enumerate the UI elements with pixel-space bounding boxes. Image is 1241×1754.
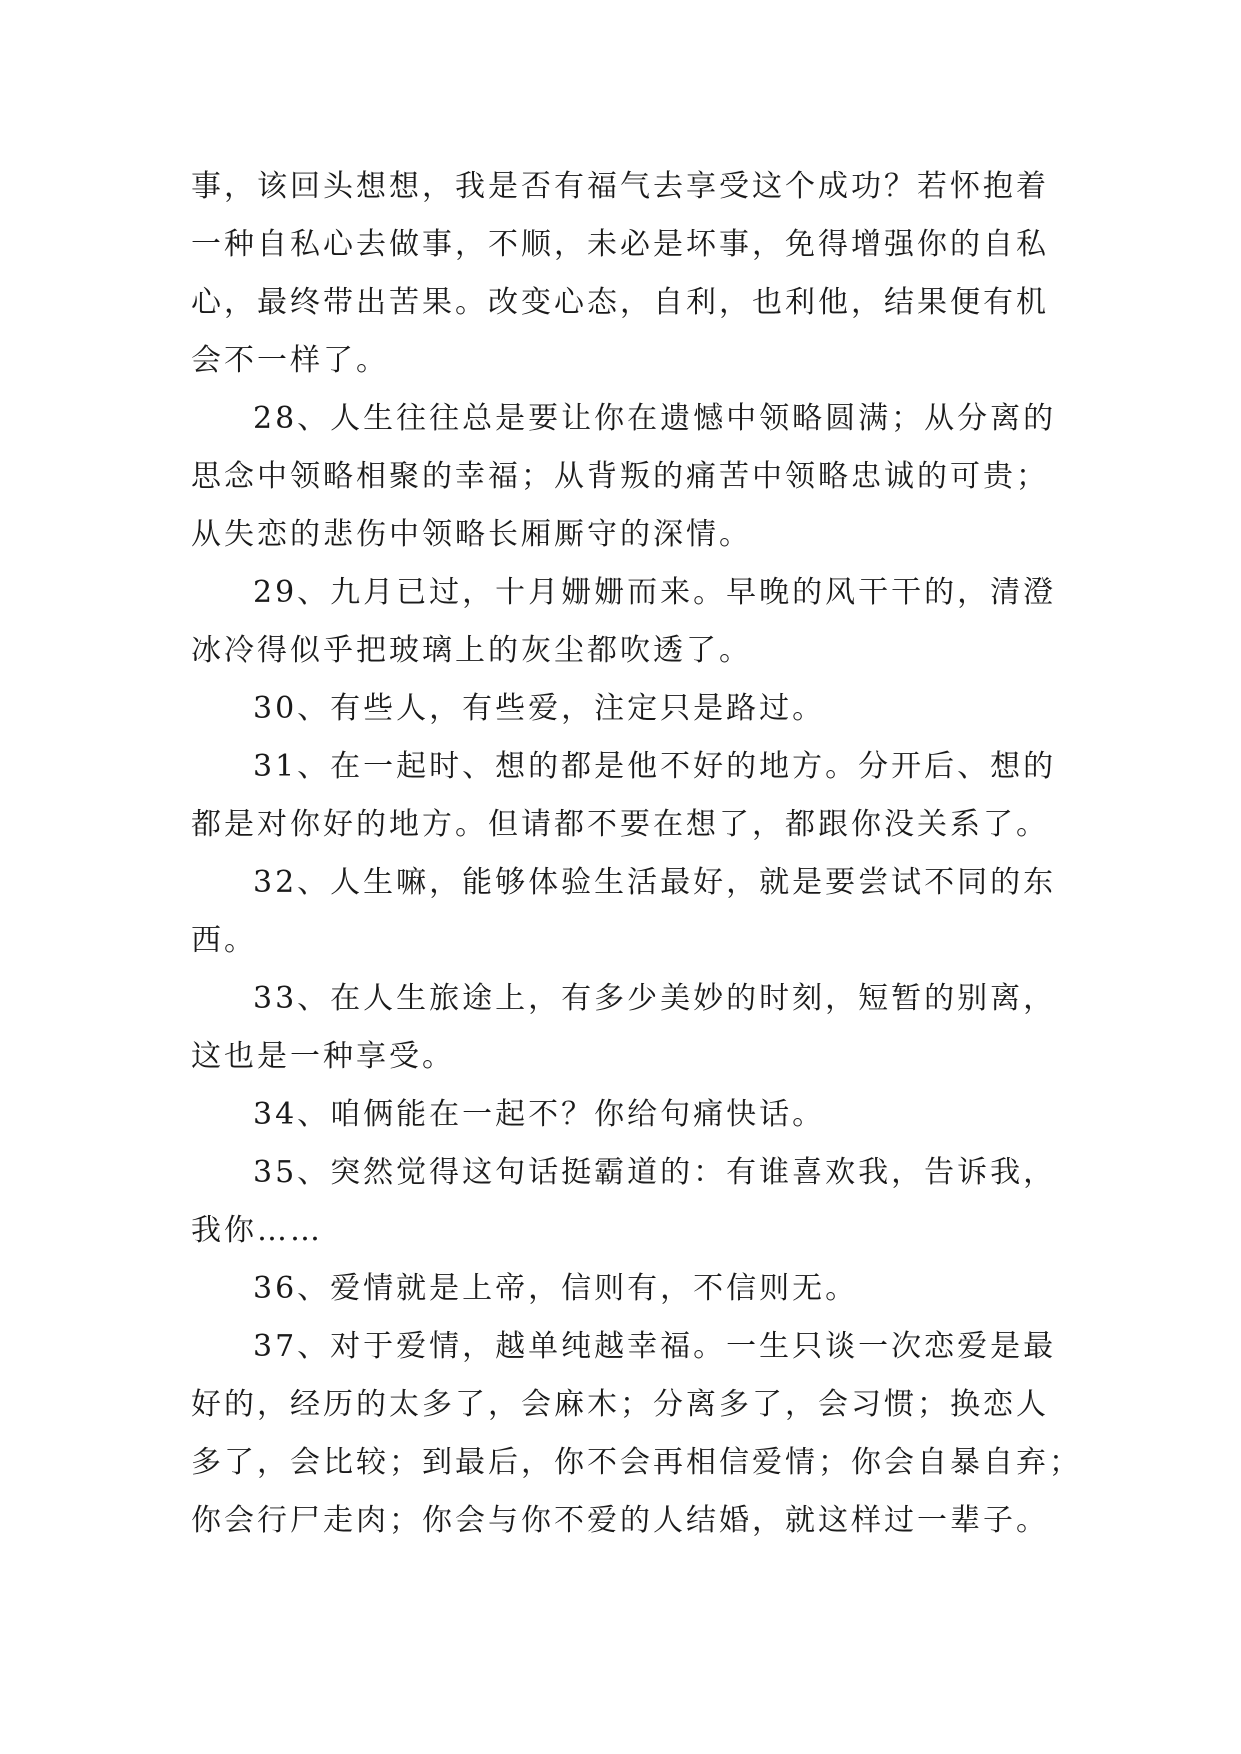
paragraph-start-line: 28、人生往往总是要让你在遗憾中领略圆满；从分离的 xyxy=(253,401,1057,436)
text-line: 多了，会比较；到最后，你不会再相信爱情；你会自暴自弃； xyxy=(191,1445,1082,1480)
paragraph-start-line: 30、有些人，有些爱，注定只是路过。 xyxy=(253,691,826,726)
text-line: 这也是一种享受。 xyxy=(191,1039,455,1074)
paragraph-start-line: 36、爱情就是上帝，信则有，不信则无。 xyxy=(253,1271,859,1306)
paragraph-start-line: 35、突然觉得这句话挺霸道的：有谁喜欢我，告诉我， xyxy=(253,1155,1057,1190)
paragraph-start-line: 32、人生嘛，能够体验生活最好，就是要尝试不同的东 xyxy=(253,865,1057,900)
text-line: 我你…… xyxy=(191,1213,323,1248)
text-line: 事，该回头想想，我是否有福气去享受这个成功？若怀抱着 xyxy=(191,169,1049,204)
text-line: 心，最终带出苦果。改变心态，自利，也利他，结果便有机 xyxy=(191,285,1049,320)
text-line: 都是对你好的地方。但请都不要在想了，都跟你没关系了。 xyxy=(191,807,1049,842)
paragraph-start-line: 34、咱俩能在一起不？你给句痛快话。 xyxy=(253,1097,826,1132)
body-text xyxy=(191,158,1082,1550)
text-line: 你会行尸走肉；你会与你不爱的人结婚，就这样过一辈子。 xyxy=(191,1503,1049,1538)
paragraph-start-line: 29、九月已过，十月姗姗而来。早晚的风干干的，清澄 xyxy=(253,575,1057,610)
text-line: 好的，经历的太多了，会麻木；分离多了，会习惯；换恋人 xyxy=(191,1387,1049,1422)
text-line: 从失恋的悲伤中领略长厢厮守的深情。 xyxy=(191,517,752,552)
text-line: 西。 xyxy=(191,923,257,958)
text-line: 会不一样了。 xyxy=(191,343,389,378)
text-line: 冰冷得似乎把玻璃上的灰尘都吹透了。 xyxy=(191,633,752,668)
text-line: 一种自私心去做事，不顺，未必是坏事，免得增强你的自私 xyxy=(191,227,1049,262)
text-line: 思念中领略相聚的幸福；从背叛的痛苦中领略忠诚的可贵； xyxy=(191,459,1049,494)
paragraph-start-line: 31、在一起时、想的都是他不好的地方。分开后、想的 xyxy=(253,749,1057,784)
paragraph-start-line: 37、对于爱情，越单纯越幸福。一生只谈一次恋爱是最 xyxy=(253,1329,1057,1364)
paragraph-start-line: 33、在人生旅途上，有多少美妙的时刻，短暂的别离， xyxy=(253,981,1057,1016)
